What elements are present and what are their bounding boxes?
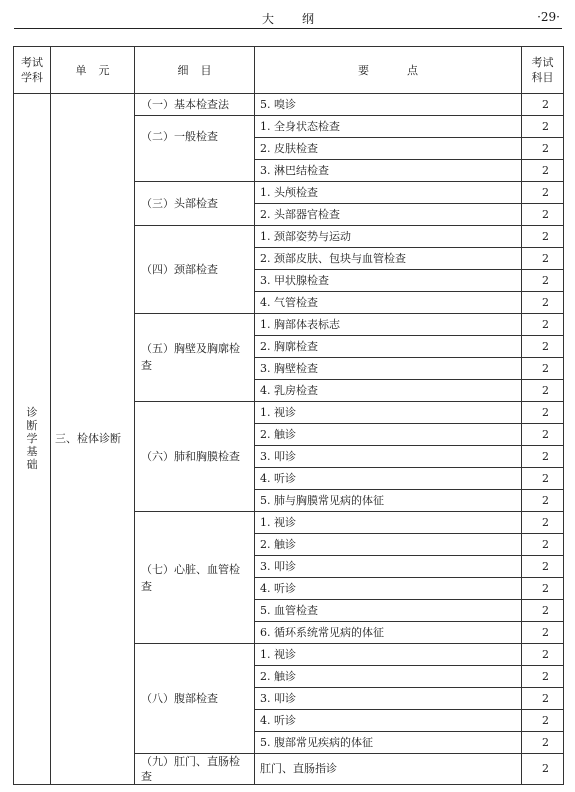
subject-code-cell: 2 [522,204,564,226]
detail-cell: （七）心脏、血管检查 [135,512,255,644]
subject-code-cell: 2 [522,600,564,622]
subject-code-cell: 2 [522,468,564,490]
subject-code-cell: 2 [522,402,564,424]
subject-code-cell: 2 [522,116,564,138]
point-cell: 3. 叩诊 [255,556,522,578]
subject-code-cell: 2 [522,490,564,512]
subject-code-cell: 2 [522,336,564,358]
point-cell: 4. 听诊 [255,578,522,600]
subject-cell: 诊断学基础 [14,94,51,785]
subject-code-cell: 2 [522,446,564,468]
point-cell: 2. 触诊 [255,666,522,688]
point-cell: 2. 触诊 [255,424,522,446]
page-title: 大纲 [261,12,342,26]
table-header-row [14,47,564,94]
subject-code-cell: 2 [522,270,564,292]
subject-code-cell: 2 [522,226,564,248]
point-cell: 1. 颈部姿势与运动 [255,226,522,248]
subject-code-cell: 2 [522,666,564,688]
subject-code-cell: 2 [522,138,564,160]
table-row [14,94,564,116]
subject-code-cell: 2 [522,160,564,182]
point-cell: 5. 肺与胸膜常见病的体征 [255,490,522,512]
subject-code-cell: 2 [522,182,564,204]
point-cell: 2. 皮肤检查 [255,138,522,160]
subject-code-cell: 2 [522,292,564,314]
column-header-detail: 细目 [135,47,255,94]
point-cell: 4. 气管检查 [255,292,522,314]
point-cell: 3. 叩诊 [255,688,522,710]
subject-code-cell: 2 [522,424,564,446]
point-cell: 1. 视诊 [255,512,522,534]
point-cell: 2. 头部器官检查 [255,204,522,226]
point-cell: 3. 甲状腺检查 [255,270,522,292]
detail-cell: （三）头部检查 [135,182,255,226]
subject-code-cell: 2 [522,710,564,732]
point-cell: 5. 嗅诊 [255,94,522,116]
subject-code-cell: 2 [522,314,564,336]
subject-code-cell: 2 [522,732,564,754]
point-cell: 2. 胸廓检查 [255,336,522,358]
detail-cell: （一）基本检查法 [135,94,255,116]
subject-code-cell: 2 [522,622,564,644]
point-cell: 2. 颈部皮肤、包块与血管检查 [255,248,522,270]
point-cell: 1. 视诊 [255,402,522,424]
subject-code-cell: 2 [522,688,564,710]
subject-code-cell: 2 [522,556,564,578]
page-number: ·29· [537,10,560,24]
column-header-unit: 单元 [51,47,135,94]
point-cell: 3. 叩诊 [255,446,522,468]
point-cell: 1. 全身状态检查 [255,116,522,138]
subject-code-cell: 2 [522,248,564,270]
point-cell: 1. 头颅检查 [255,182,522,204]
column-header-points: 要点 [255,47,522,94]
point-cell: 6. 循环系统常见病的体征 [255,622,522,644]
point-cell: 5. 腹部常见疾病的体征 [255,732,522,754]
point-cell: 4. 乳房检查 [255,380,522,402]
column-header-subject-code: 考试科目 [522,47,564,94]
subject-code-cell: 2 [522,94,564,116]
point-cell: 1. 胸部体表标志 [255,314,522,336]
syllabus-table [13,46,564,785]
point-cell: 3. 淋巴结检查 [255,160,522,182]
subject-code-cell: 2 [522,644,564,666]
subject-code-cell: 2 [522,578,564,600]
unit-cell: 三、检体诊断 [51,94,135,785]
subject-code-cell: 2 [522,512,564,534]
detail-cell: （二）一般检查 [135,116,255,182]
column-header-subject: 考试学科 [14,47,51,94]
point-cell: 5. 血管检查 [255,600,522,622]
detail-cell: （九）肛门、直肠检查 [135,754,255,785]
detail-cell: （五）胸壁及胸廓检查 [135,314,255,402]
subject-code-cell: 2 [522,534,564,556]
detail-cell: （八）腹部检查 [135,644,255,754]
detail-cell: （四）颈部检查 [135,226,255,314]
page-header [14,6,562,29]
subject-code-cell: 2 [522,358,564,380]
point-cell: 4. 听诊 [255,710,522,732]
subject-code-cell: 2 [522,380,564,402]
point-cell: 肛门、直肠指诊 [255,754,522,785]
subject-code-cell: 2 [522,754,564,785]
point-cell: 3. 胸壁检查 [255,358,522,380]
point-cell: 1. 视诊 [255,644,522,666]
point-cell: 2. 触诊 [255,534,522,556]
point-cell: 4. 听诊 [255,468,522,490]
detail-cell: （六）肺和胸膜检查 [135,402,255,512]
